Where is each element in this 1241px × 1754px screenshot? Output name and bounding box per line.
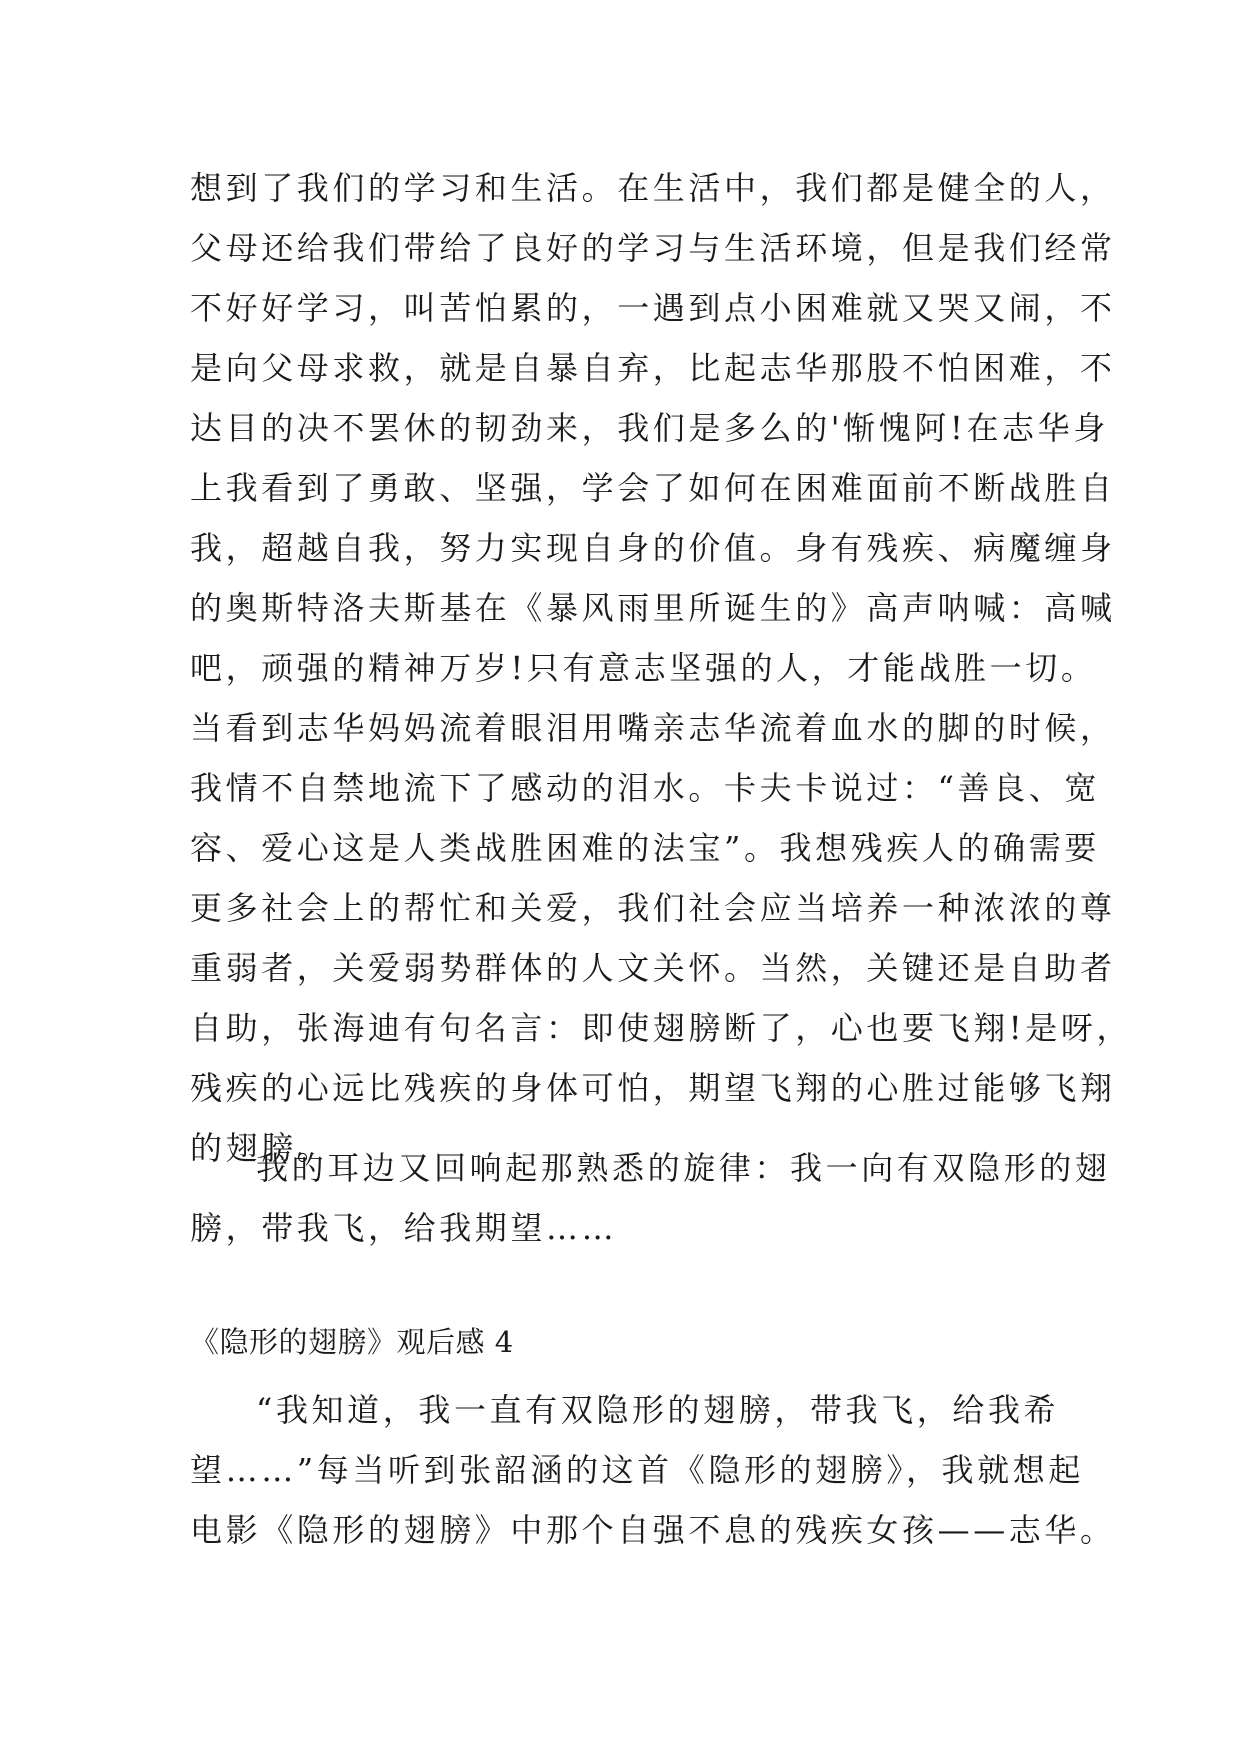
text-line: 不好好学习，叫苦怕累的，一遇到点小困难就又哭又闹，不 <box>190 289 1116 327</box>
text-line: 吧，顽强的精神万岁!只有意志坚强的人，才能战胜一切。 <box>190 649 1097 687</box>
text-line: 的奥斯特洛夫斯基在《暴风雨里所诞生的》高声呐喊：高喊 <box>190 589 1116 627</box>
text-line: 自助，张海迪有句名言：即使翅膀断了，心也要飞翔!是呀， <box>190 1009 1133 1047</box>
text-line: 电影《隐形的翅膀》中那个自强不息的残疾女孩——志华。 <box>190 1511 1116 1549</box>
text-line: 的翅膀。 <box>190 1129 333 1167</box>
text-line: 我，超越自我，努力实现自身的价值。身有残疾、病魔缠身 <box>190 529 1116 567</box>
paragraph-2 <box>190 1138 1111 1258</box>
text-line: 上我看到了勇敢、坚强，学会了如何在困难面前不断战胜自 <box>190 469 1116 507</box>
text-line: 残疾的心远比残疾的身体可怕，期望飞翔的心胜过能够飞翔 <box>190 1069 1116 1107</box>
text-line: 想到了我们的学习和生活。在生活中，我们都是健全的人， <box>190 169 1116 207</box>
text-line: 是向父母求救，就是自暴自弃，比起志华那股不怕困难，不 <box>190 349 1116 387</box>
text-line: 当看到志华妈妈流着眼泪用嘴亲志华流着血水的脚的时候， <box>190 709 1116 747</box>
section-title: 《隐形的翅膀》观后感 4 <box>190 1325 514 1359</box>
paragraph-1 <box>190 158 1133 1178</box>
text-line: 重弱者，关爱弱势群体的人文关怀。当然，关键还是自助者 <box>190 949 1116 987</box>
text-line: 望……”每当听到张韶涵的这首《隐形的翅膀》，我就想起 <box>190 1451 1084 1489</box>
text-line: 更多社会上的帮忙和关爱，我们社会应当培养一种浓浓的尊 <box>190 889 1116 927</box>
text-line: 容、爱心这是人类战胜困难的法宝”。我想残疾人的确需要 <box>190 829 1100 867</box>
text-line: 我的耳边又回响起那熟悉的旋律：我一向有双隐形的翅 <box>256 1149 1111 1187</box>
text-line: “我知道，我一直有双隐形的翅膀，带我飞，给我希 <box>256 1391 1060 1429</box>
paragraph-3 <box>190 1380 1116 1560</box>
text-line: 膀，带我飞，给我期望…… <box>190 1209 618 1247</box>
text-line: 父母还给我们带给了良好的学习与生活环境，但是我们经常 <box>190 229 1116 267</box>
text-line: 我情不自禁地流下了感动的泪水。卡夫卡说过：“善良、宽 <box>190 769 1100 807</box>
text-line: 达目的决不罢休的韧劲来，我们是多么的'惭愧阿!在志华身 <box>190 409 1109 447</box>
